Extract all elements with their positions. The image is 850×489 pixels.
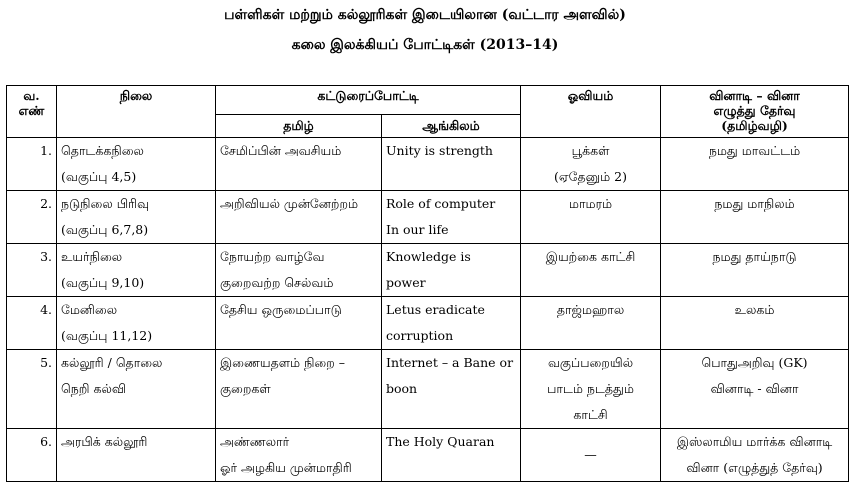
cell-line: இஸ்லாமிய மார்க்க வினாடி	[676, 434, 833, 449]
cell-line: இயற்கை காட்சி	[545, 249, 636, 264]
row-number: 5.	[7, 350, 57, 429]
row-number: 2.	[7, 191, 57, 244]
cell-english	[382, 350, 521, 429]
cell-drawing	[521, 191, 661, 244]
cell-level	[57, 350, 216, 429]
cell-line: வகுப்பறையில்	[547, 355, 634, 370]
cell-english	[382, 297, 521, 350]
cell-line: (வகுப்பு 11,12)	[61, 328, 153, 343]
cell-line: தேசிய ஒருமைப்பாடு	[220, 302, 342, 317]
cell-line: boon	[386, 381, 418, 396]
header-quiz	[661, 86, 849, 138]
cell-line: நமது தாய்நாடு	[712, 249, 797, 264]
competition-table	[6, 85, 849, 482]
table-row	[7, 429, 849, 482]
cell-line: வினாடி - வினா	[710, 381, 799, 396]
cell-level	[57, 138, 216, 191]
cell-line: மாமரம்	[568, 196, 613, 211]
document-title-line-1: பள்ளிகள் மற்றும் கல்லூரிகள் இடையிலான (வட்டார அளவில்)	[224, 7, 626, 23]
cell-line: (ஏதேனும் 2)	[554, 169, 628, 184]
header-english: ஆங்கிலம்	[382, 115, 521, 138]
row-number: 1.	[7, 138, 57, 191]
cell-line: பொதுஅறிவு (GK)	[701, 355, 808, 370]
table-row	[7, 138, 849, 191]
cell-drawing	[521, 244, 661, 297]
cell-line: அரபிக் கல்லூரி	[61, 434, 148, 449]
cell-line: (வகுப்பு 6,7,8)	[61, 222, 149, 237]
cell-tamil	[216, 350, 382, 429]
cell-line: (வகுப்பு 9,10)	[61, 275, 145, 290]
cell-drawing	[521, 350, 661, 429]
header-drawing: ஓவியம்	[521, 86, 661, 138]
cell-line: நடுநிலை பிரிவு	[61, 196, 150, 211]
cell-line: நெறி கல்வி	[61, 381, 127, 396]
cell-level	[57, 429, 216, 482]
cell-line: corruption	[386, 328, 454, 343]
cell-quiz	[661, 244, 849, 297]
header-row	[7, 86, 849, 115]
cell-quiz	[661, 350, 849, 429]
cell-tamil	[216, 191, 382, 244]
header-essay: கட்டுரைப்போட்டி	[216, 86, 521, 115]
header-level: நிலை	[57, 86, 216, 138]
cell-line: (வகுப்பு 4,5)	[61, 169, 137, 184]
cell-line: பாடம் நடத்தும்	[547, 381, 634, 396]
cell-line: உயர்நிலை	[61, 249, 123, 264]
cell-line: குறைகள்	[220, 381, 271, 396]
cell-line: Role of computer	[386, 196, 496, 211]
cell-quiz	[661, 191, 849, 244]
cell-drawing	[521, 297, 661, 350]
cell-level	[57, 297, 216, 350]
cell-line: அண்ணலார்	[220, 434, 290, 449]
cell-tamil	[216, 138, 382, 191]
table-body	[7, 138, 849, 482]
cell-quiz	[661, 138, 849, 191]
cell-line: நமது மாவட்டம்	[708, 143, 801, 158]
cell-line: மேனிலை	[61, 302, 118, 317]
cell-line: பூக்கள்	[571, 143, 610, 158]
cell-line: காட்சி	[573, 407, 608, 422]
header-tamil: தமிழ்	[216, 115, 382, 138]
cell-english	[382, 244, 521, 297]
cell-line: Knowledge is	[386, 249, 471, 264]
row-number: 3.	[7, 244, 57, 297]
cell-quiz	[661, 297, 849, 350]
cell-line: இணையதளம் நிறை –	[220, 355, 345, 370]
table-row	[7, 297, 849, 350]
cell-line: ஓர் அழகிய முன்மாதிரி	[220, 460, 352, 475]
row-number: 6.	[7, 429, 57, 482]
cell-line: Internet – a Bane or	[386, 355, 514, 370]
cell-tamil	[216, 244, 382, 297]
table-row	[7, 244, 849, 297]
cell-line: தொடக்கநிலை	[61, 143, 144, 158]
header-quiz-line: எழுத்து தேர்வு	[713, 103, 796, 118]
cell-line: அறிவியல் முன்னேற்றம்	[220, 196, 359, 211]
cell-line: உலகம்	[734, 302, 775, 317]
header-serial-number	[7, 86, 57, 138]
document-title-line-2: கலை இலக்கியப் போட்டிகள் (2013–14)	[291, 37, 559, 53]
table-row	[7, 191, 849, 244]
header-quiz-line: வினாடி – வினா	[709, 88, 800, 103]
header-serial-line: வ.	[23, 88, 40, 103]
cell-drawing	[521, 429, 661, 482]
cell-line: வினா (எழுத்துத் தேர்வு)	[686, 460, 823, 475]
cell-line: சேமிப்பின் அவசியம்	[220, 143, 342, 158]
cell-line: power	[386, 275, 426, 290]
cell-line: Unity is strength	[386, 143, 493, 158]
cell-tamil	[216, 297, 382, 350]
cell-drawing	[521, 138, 661, 191]
cell-line: —	[584, 447, 597, 462]
cell-line: குறைவற்ற செல்வம்	[220, 275, 334, 290]
cell-line: The Holy Quaran	[386, 434, 495, 449]
cell-tamil	[216, 429, 382, 482]
row-number: 4.	[7, 297, 57, 350]
cell-english	[382, 191, 521, 244]
cell-quiz	[661, 429, 849, 482]
cell-line: தாஜ்மஹால	[556, 302, 625, 317]
cell-line: கல்லூரி / தொலை	[61, 355, 163, 370]
cell-line: நோயற்ற வாழ்வே	[220, 249, 325, 264]
cell-line: Letus eradicate	[386, 302, 485, 317]
table-row	[7, 350, 849, 429]
cell-english	[382, 429, 521, 482]
cell-english	[382, 138, 521, 191]
header-quiz-line: (தமிழ்வழி)	[721, 118, 788, 133]
cell-level	[57, 191, 216, 244]
cell-line: நமது மாநிலம்	[714, 196, 795, 211]
cell-line: In our life	[386, 222, 449, 237]
cell-level	[57, 244, 216, 297]
header-serial-line: எண்	[18, 103, 45, 118]
